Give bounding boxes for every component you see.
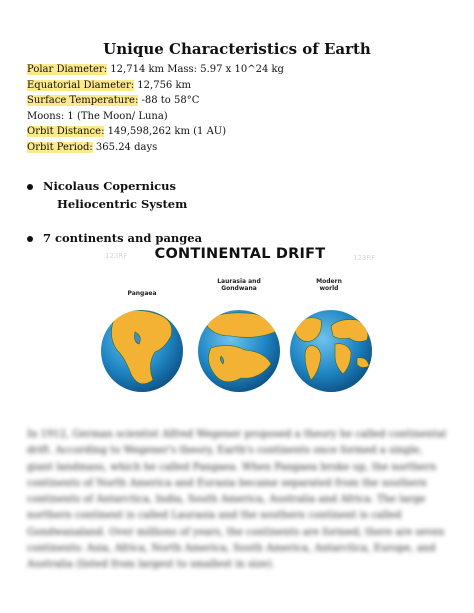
fact-orbit-period [27,140,284,156]
bullet-text: 7 continents and pangea [43,231,203,245]
paragraph-text: In 1912, German scientist Alfred Wegener proposed a theory he called continental drift. According to Wegener's theory, Earth's continents once formed a single, giant landmass, which he called Pangaea. When Pangaea broke up, the northern continents of North America and Eurasia became separated from the southern continents of Antarctica, India, South America, Australia and Africa. The large northern continent is called Laurasia and the southern continent is called Gondwanaland. Over millions of years, the continents are formed; there are seven continents: Asia, Africa, North America, South America, Antarctica, Europe, and Australia (listed from largest to smallest in size). [27,429,447,571]
watermark: 123RF [105,252,128,260]
fact-polar-diameter [27,62,284,78]
fact-label: Surface Temperature: [27,95,139,106]
globe-label-laurasia-gondwana: Laurasia and Gondwana [217,278,261,292]
fact-value: -88 to 58°C [138,95,200,106]
globe-modern-world [290,310,372,392]
watermark: 123RF [353,254,376,262]
globe-pangaea [101,310,183,392]
fact-label: Equatorial Diameter: [27,79,135,91]
fact-label: Polar Diameter: [27,64,108,75]
facts-list [27,62,284,155]
fact-value: 12,756 km [134,79,192,91]
fact-value: 12,714 km Mass: 5.97 x 10^24 kg [107,64,284,75]
page-title: Unique Characteristics of Earth [103,40,371,58]
bullet-dot-icon [27,236,33,242]
bullet-subtext: Heliocentric System [57,197,188,211]
globes-illustration [95,240,385,395]
globe-laurasia-gondwana [198,310,280,392]
continental-drift-figure [95,240,385,395]
fact-surface-temperature [27,93,284,109]
fact-label: Moons: 1 (The Moon/ Luna) [27,110,168,122]
fact-orbit-distance [27,124,284,140]
fact-label: Orbit Distance: [27,126,105,137]
figure-title: CONTINENTAL DRIFT [154,246,326,262]
fact-moons [27,109,284,125]
bullet-dot-icon [27,184,33,190]
bullet-text: Nicolaus Copernicus [43,179,177,193]
fact-label: Orbit Period: [27,141,93,153]
fact-value: 365.24 days [92,141,158,153]
blurred-paragraph [27,427,447,574]
bullet-copernicus [27,177,202,195]
globe-label-modern-world: Modern world [316,278,342,292]
globe-label-pangaea: Pangaea [127,290,157,297]
bullet-list [27,177,202,247]
fact-value: 149,598,262 km (1 AU) [104,126,227,137]
fact-equatorial-diameter [27,78,284,94]
